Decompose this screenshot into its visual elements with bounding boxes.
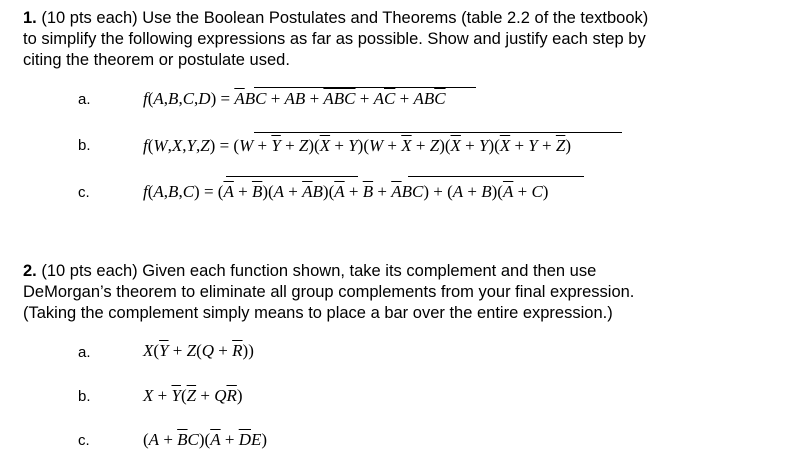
q1-item-a-expression: $f(A,B,C,D) = \overline{A}BC$ + AB + $\overline{ABC} + A\overline{C} + AB\overline{C}$ [143, 89, 446, 108]
question-2-line-1: (10 pts each) Given each function shown, take its complement and then use [41, 262, 597, 280]
q1-item-b-expression: $f(W,X,Y,Z) = (W + \overline{Y} + Z)(\overline{X} + Y)(W + \overline{X} + Z)(\overline{X} + Y)(\overline{X} + Y + \overline{Z})$ [143, 136, 571, 155]
q2-item-a-label: a. [78, 344, 91, 361]
q2-item-b-expression: $X + \overline{Y}(\overline{Z} + Q\overline{R})$ [143, 386, 243, 405]
q2-item-c-label: c. [78, 432, 90, 449]
question-2-line-3: (Taking the complement simply means to place a bar over the entire expression.) [23, 304, 613, 322]
q1-item-c-label: c. [78, 184, 90, 201]
q2-item-b-label: b. [78, 388, 91, 405]
question-1-line-3: citing the theorem or postulate used. [23, 51, 290, 69]
question-2-number: 2. [23, 262, 37, 280]
q2-item-a-expression: $X(\overline{Y} + Z(Q + \overline{R}))$ [143, 341, 254, 360]
q1-item-a-label: a. [78, 91, 91, 108]
q1-c-bar-1 [226, 176, 358, 177]
question-2-text [23, 261, 803, 324]
q1-item-b-label: b. [78, 137, 91, 154]
q1-b-long-bar [254, 132, 622, 133]
q1-a-long-bar [254, 87, 476, 88]
q1-c-bar-2 [408, 176, 584, 177]
question-1-line-2: to simplify the following expressions as far as possible. Show and justify each step by [23, 30, 646, 48]
question-1-line-1: (10 pts each) Use the Boolean Postulates and Theorems (table 2.2 of the textbook) [41, 9, 649, 27]
question-1-number: 1. [23, 9, 37, 27]
q1-item-c-expression: $f(A,B,C) = (\overline{A} + \overline{B})(A + \overline{A}B)(\overline{A} + \overline{B} + \overline{A}BC) + (A + B)(\overline{A} + C)$ [143, 182, 549, 201]
question-2-line-2: DeMorgan’s theorem to eliminate all group complements from your final expression. [23, 283, 635, 301]
question-1-text [23, 8, 803, 71]
q2-item-c-expression: $(A + \overline{B}C)(\overline{A} + \overline{D}E)$ [143, 430, 268, 449]
